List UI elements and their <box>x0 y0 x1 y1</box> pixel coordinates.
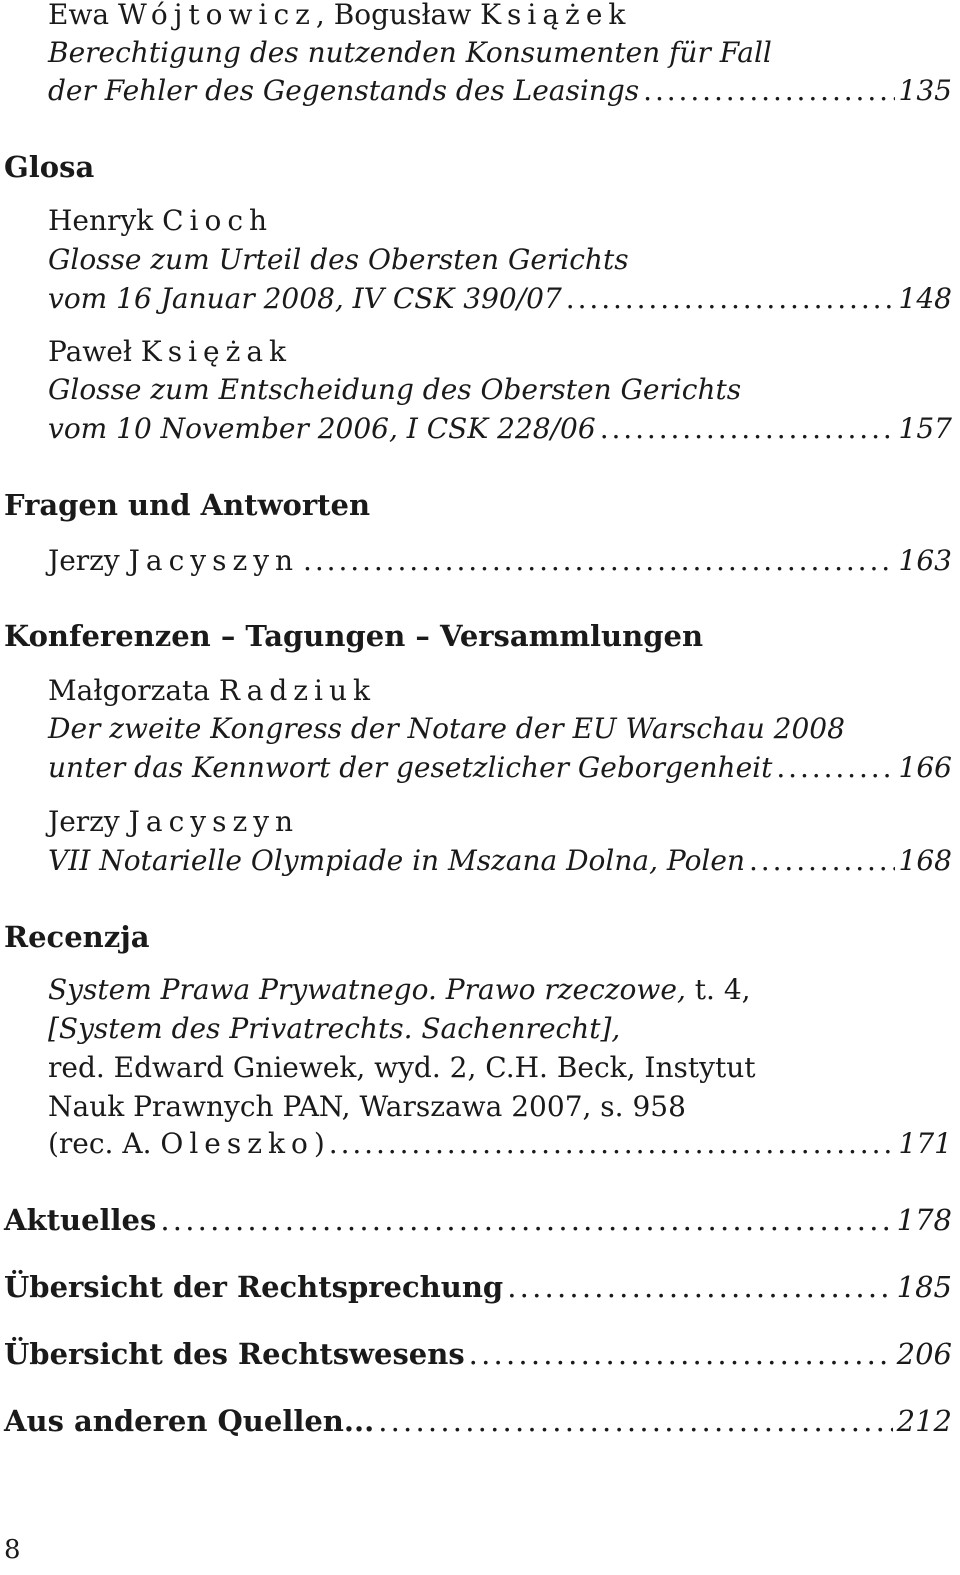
toc-entry[interactable] <box>48 749 952 787</box>
dot-leader <box>749 842 895 880</box>
author-surname: Księżak <box>140 335 293 368</box>
author-first-name: Bogusław <box>333 0 472 31</box>
author-first-name: Jerzy <box>48 805 120 838</box>
author-first-name: Ewa <box>48 0 110 31</box>
dot-leader <box>303 542 895 580</box>
entry-title-line: vom 10 November 2006, I CSK 228/06 <box>48 412 596 445</box>
page-number: 185 <box>896 1270 952 1304</box>
review-book-title: System Prawa Prywatnego. Prawo rzeczowe, <box>48 973 686 1006</box>
dot-leader <box>507 1268 892 1306</box>
toc-entry[interactable] <box>4 1201 952 1239</box>
section-heading: Glosa <box>4 150 95 184</box>
toc-entry[interactable] <box>48 72 952 110</box>
author-surname: Cioch <box>162 204 274 237</box>
dot-leader <box>566 280 895 318</box>
reviewer <box>48 1125 325 1163</box>
toc-entry[interactable] <box>48 280 952 318</box>
entry-authors <box>48 333 952 371</box>
author-surname: Wójtowicz <box>118 0 316 31</box>
entry-authors <box>48 803 952 841</box>
page-number: 163 <box>898 544 952 577</box>
section-heading: Übersicht der Rechtsprechung <box>4 1270 504 1304</box>
entry-title-line: unter das Kennwort der gesetzlicher Geborgenheit <box>48 751 773 784</box>
dot-leader <box>160 1201 892 1239</box>
reviewer-surname: Oleszko <box>160 1127 314 1160</box>
page-number: 212 <box>896 1404 952 1438</box>
author-surname: Jacyszyn <box>128 805 300 838</box>
author-surname: Radziuk <box>218 674 376 707</box>
dot-leader <box>329 1125 895 1163</box>
toc-entry[interactable] <box>48 842 952 880</box>
entry-title-line: der Fehler des Gegenstands des Leasings <box>48 74 640 107</box>
page-number: 157 <box>898 412 952 445</box>
section-heading: Konferenzen – Tagungen – Versammlungen <box>4 619 704 653</box>
review-publication-line: red. Edward Gniewek, wyd. 2, C.H. Beck, Instytut <box>48 1051 756 1084</box>
toc-entry[interactable] <box>4 1335 952 1373</box>
dot-leader <box>776 749 894 787</box>
entry-title-line: VII Notarielle Olympiade in Mszana Dolna, Polen <box>48 844 745 877</box>
page-number: 171 <box>898 1127 952 1160</box>
author-surname: Książek <box>480 0 632 31</box>
section-heading: Aus anderen Quellen... <box>4 1404 375 1438</box>
entry-authors <box>48 542 299 580</box>
footer-page-number: 8 <box>4 1535 21 1565</box>
page-number: 178 <box>896 1203 952 1237</box>
entry-title-line: Der zweite Kongress der Notare der EU Warschau 2008 <box>48 712 845 745</box>
entry-title-line: Berechtigung des nutzenden Konsumenten für Fall <box>48 36 772 69</box>
review-publication-line: Nauk Prawnych PAN, Warszawa 2007, s. 958 <box>48 1090 686 1123</box>
reviewer-prefix: (rec. A. <box>48 1127 152 1160</box>
author-surname: Jacyszyn <box>128 544 300 577</box>
page-number: 168 <box>898 844 952 877</box>
page-number: 148 <box>898 282 952 315</box>
toc-entry[interactable] <box>48 1125 952 1163</box>
entry-authors <box>48 202 952 240</box>
entry-title-line: Glosse zum Urteil des Obersten Gerichts <box>48 243 629 276</box>
dot-leader <box>600 410 895 448</box>
toc-entry[interactable] <box>4 1402 952 1440</box>
toc-entry[interactable] <box>4 1268 952 1306</box>
author-separator: , <box>315 0 325 31</box>
section-heading: Übersicht des Rechtswesens <box>4 1337 465 1371</box>
dot-leader <box>378 1402 892 1440</box>
dot-leader <box>643 72 894 110</box>
page-number: 135 <box>898 74 952 107</box>
entry-authors <box>48 0 952 34</box>
author-first-name: Paweł <box>48 335 132 368</box>
toc-entry[interactable] <box>48 410 952 448</box>
section-heading: Fragen und Antworten <box>4 488 371 522</box>
author-first-name: Henryk <box>48 204 154 237</box>
author-first-name: Małgorzata <box>48 674 210 707</box>
reviewer-suffix: ) <box>313 1127 325 1160</box>
entry-title-line: vom 16 Januar 2008, IV CSK 390/07 <box>48 282 562 315</box>
page-number: 206 <box>896 1337 952 1371</box>
section-heading: Aktuelles <box>4 1203 157 1237</box>
entry-authors <box>48 672 952 710</box>
toc-entry[interactable] <box>48 542 952 580</box>
section-heading: Recenzja <box>4 920 150 954</box>
author-first-name: Jerzy <box>48 544 120 577</box>
review-title-line: [System des Privatrechts. Sachenrecht], <box>48 1012 621 1045</box>
review-volume: t. 4, <box>685 973 751 1006</box>
page-number: 166 <box>898 751 952 784</box>
entry-title-line: Glosse zum Entscheidung des Obersten Gerichts <box>48 373 742 406</box>
review-title-line <box>48 971 952 1009</box>
dot-leader <box>469 1335 893 1373</box>
